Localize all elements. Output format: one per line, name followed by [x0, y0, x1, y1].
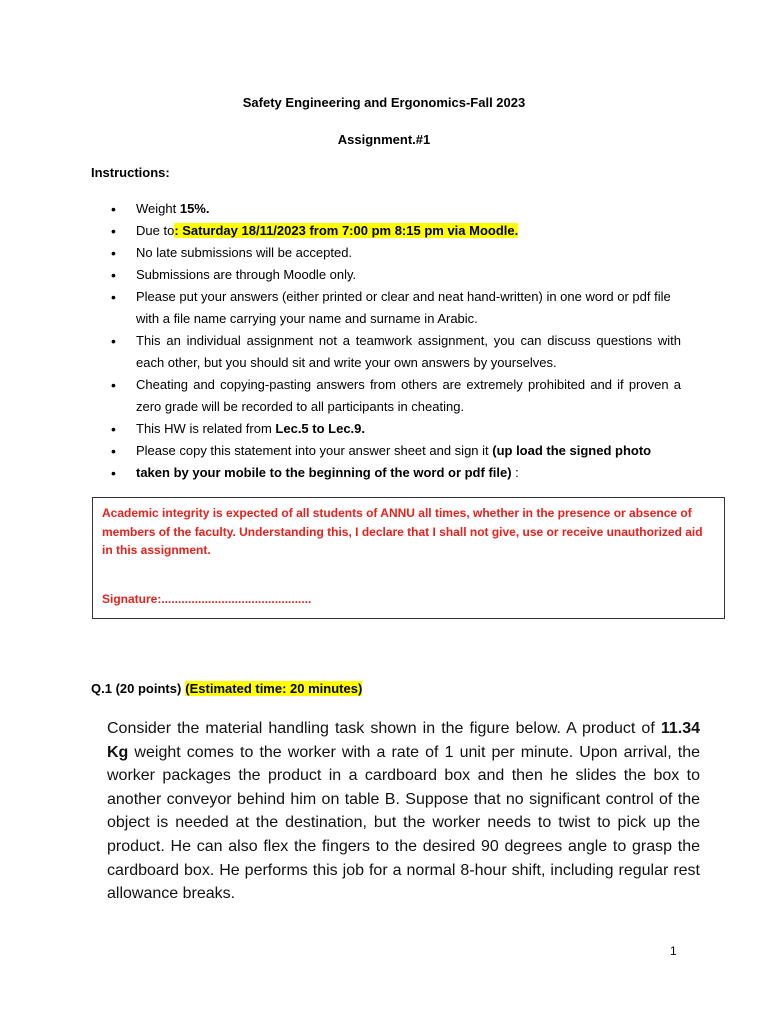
- signature-line: Signature:.............................................: [102, 592, 312, 606]
- upload-suffix: :: [511, 465, 519, 480]
- list-item-due: [111, 220, 681, 242]
- assignment-title: Assignment.#1: [337, 132, 431, 147]
- related-lectures: Lec.5 to Lec.9.: [275, 421, 366, 436]
- estimated-time-highlight: (Estimated time: 20 minutes): [185, 681, 363, 696]
- list-item-cheating: • Cheating and copying-pasting answers from others are extremely prohibited and if proven a zero grade will be recorded to all participants in cheating.: [111, 374, 681, 418]
- list-item-copy: [111, 440, 681, 462]
- question-1-text-end: weight comes to the worker with a rate of 1 unit per minute. Upon arrival, the worker packages the product in a cardboard box and then he slides the box to another conveyor behind him on table B. Suppose that no significant control of the object is needed at the destination, but the worker needs to twist to pick up the product. He can also flex the fingers to the desired 90 degrees angle to grasp the cardboard box. He performs this job for a normal 8-hour shift, including regular rest allowance breaks.: [107, 743, 700, 903]
- page-number: 1: [670, 944, 677, 958]
- upload-text: taken by your mobile to the beginning of the word or pdf file): [136, 465, 512, 480]
- list-item-weight: [111, 198, 681, 220]
- question-1-body: [107, 717, 700, 906]
- question-1-label: Q.1 (20 points): [91, 681, 182, 696]
- copy-label: Please copy this statement into your answer sheet and sign it: [136, 443, 493, 458]
- list-item-upload: [111, 462, 681, 484]
- document-title: Safety Engineering and Ergonomics-Fall 2023: [242, 95, 526, 110]
- instructions-list: [111, 198, 681, 484]
- list-item-moodle: • Submissions are through Moodle only.: [111, 264, 681, 286]
- list-item-no-late: • No late submissions will be accepted.: [111, 242, 681, 264]
- product-weight: 11.34 Kg: [107, 720, 700, 761]
- related-label: This HW is related from: [136, 421, 276, 436]
- integrity-statement: Academic integrity is expected of all students of ANNU all times, whether in the presence or absence of members of the faculty. Understanding this, I declare that I shall not give, use or receive unauthorized aid in this assignment.: [102, 506, 703, 557]
- due-date-highlight: : Saturday 18/11/2023 from 7:00 pm 8:15 pm via Moodle.: [174, 223, 519, 238]
- due-label: Due to: [136, 223, 175, 238]
- list-item-individual: • This an individual assignment not a teamwork assignment, you can discuss questions with each other, but you should sit and write your own answers by yourselves.: [111, 330, 681, 374]
- weight-value: 15%.: [179, 201, 210, 216]
- weight-label: Weight: [136, 201, 180, 216]
- question-1-text-start: Consider the material handling task shown in the figure below. A product of: [107, 720, 661, 737]
- academic-integrity-box: [92, 497, 725, 619]
- copy-bold-text: (up load the signed photo: [492, 443, 652, 458]
- instructions-heading: Instructions:: [91, 165, 170, 180]
- list-item-file-format: • Please put your answers (either printed or clear and neat hand-written) in one word or pdf file with a file name carrying your name and surname in Arabic.: [111, 286, 681, 330]
- question-1-heading: [91, 681, 362, 696]
- list-item-related: [111, 418, 681, 440]
